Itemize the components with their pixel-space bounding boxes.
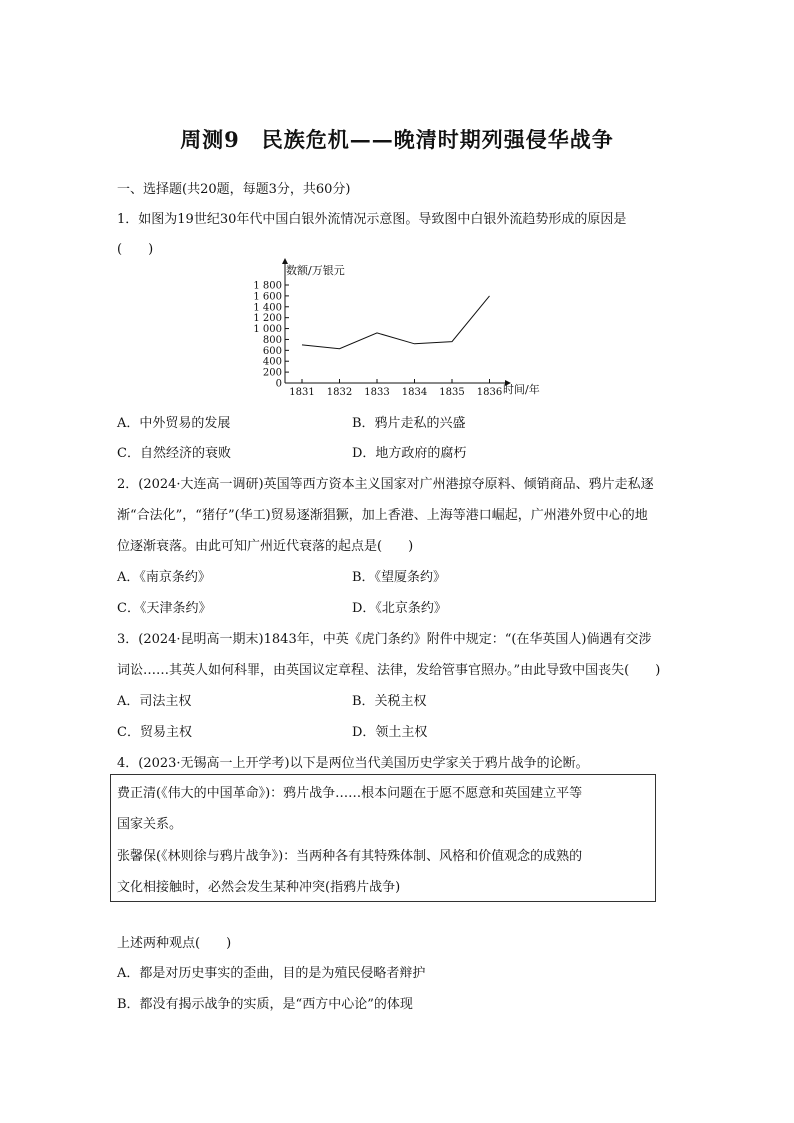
q2-option-d: D．《北京条约》 — [352, 601, 447, 616]
x-tick-label: 1836 — [476, 387, 503, 398]
q2-stem-line3: 位逐渐衰落。由此可知广州近代衰落的起点是( ) — [117, 539, 414, 554]
q2-option-b: B．《望厦条约》 — [352, 570, 447, 585]
y-tick-label: 1 400 — [253, 302, 282, 314]
y-tick-label: 800 — [262, 334, 282, 346]
quote-line1: 费正清(《伟大的中国革命》)：鸦片战争……根本问题在于愿不愿意和英国建立平等 — [117, 786, 583, 801]
q4-stem: 4．(2023·无锡高一上开学考)以下是两位当代美国历史学家关于鸦片战争的论断。 — [117, 756, 589, 771]
y-tick-label: 1 200 — [253, 313, 282, 325]
section-heading: 一、选择题(共20题，每题3分，共60分) — [117, 182, 351, 197]
q2-stem-line1: 2．(2024·大连高一调研)英国等西方资本主义国家对广州港掠夺原料、倾销商品、鸦片走私逐 — [117, 477, 654, 492]
q3-option-d: D．领土主权 — [352, 725, 428, 740]
y-axis-label: 数额/万银元 — [286, 264, 345, 277]
q3-option-b: B．关税主权 — [352, 694, 427, 709]
q3-option-a: A．司法主权 — [117, 694, 192, 709]
y-tick-label: 1 000 — [253, 324, 282, 336]
x-tick-label: 1834 — [401, 387, 428, 398]
q2-option-c: C．《天津条约》 — [117, 601, 212, 616]
y-tick-label: 1 800 — [253, 280, 282, 292]
q1-option-c: C．自然经济的衰败 — [117, 446, 231, 461]
y-tick-label: 0 — [275, 378, 282, 390]
q2-stem-line2: 渐“合法化”，“猪仔”(华工)贸易逐渐猖獗，加上香港、上海等港口崛起，广州港外贸中心的地 — [117, 508, 648, 523]
q1-option-a: A．中外贸易的发展 — [117, 416, 231, 431]
q2-option-a: A．《南京条约》 — [117, 570, 211, 585]
q4-option-b: B．都没有揭示战争的实质，是“西方中心论”的体现 — [117, 997, 413, 1012]
quote-line4: 文化相接触时，必然会发生某种冲突(指鸦片战争) — [117, 880, 401, 895]
q1-option-d: D．地方政府的腐朽 — [352, 446, 467, 461]
x-tick-label: 1835 — [439, 387, 465, 398]
page-title: 周测9 民族危机——晚清时期列强侵华战争 — [180, 127, 614, 152]
q4-option-a: A．都是对历史事实的歪曲，目的是为殖民侵略者辩护 — [117, 966, 426, 981]
x-axis-label: 时间/年 — [503, 383, 540, 396]
quote-line3: 张馨保(《林则徐与鸦片战争》)：当两种各有其特殊体制、风格和价值观念的成熟的 — [117, 849, 583, 864]
q3-option-c: C．贸易主权 — [117, 725, 192, 740]
q3-stem-line1: 3．(2024·昆明高一期末)1843年，中英《虎门条约》附件中规定：“(在华英国人)倘遇有交涉 — [117, 632, 652, 647]
x-tick-label: 1831 — [289, 387, 315, 398]
silver-outflow-chart — [240, 255, 560, 400]
y-tick-label: 600 — [262, 345, 282, 357]
x-tick-label: 1833 — [364, 387, 390, 398]
q1-stem-line1: 1．如图为19世纪30年代中国白银外流情况示意图。导致图中白银外流趋势形成的原因是 — [117, 212, 627, 227]
q1-option-b: B．鸦片走私的兴盛 — [352, 416, 466, 431]
x-tick-label: 1832 — [326, 387, 353, 398]
q4-ask: 上述两种观点( ) — [117, 936, 232, 951]
y-tick-label: 400 — [262, 356, 282, 368]
y-tick-label: 200 — [262, 367, 282, 379]
q1-stem-line2: ( ) — [117, 242, 154, 257]
y-tick-label: 1 600 — [253, 291, 282, 303]
series-line — [302, 296, 490, 349]
quote-line2: 国家关系。 — [117, 817, 183, 832]
q3-stem-line2: 词讼……其英人如何科罪，由英国议定章程、法律，发给管事官照办。”由此导致中国丧失( ) — [117, 663, 661, 678]
